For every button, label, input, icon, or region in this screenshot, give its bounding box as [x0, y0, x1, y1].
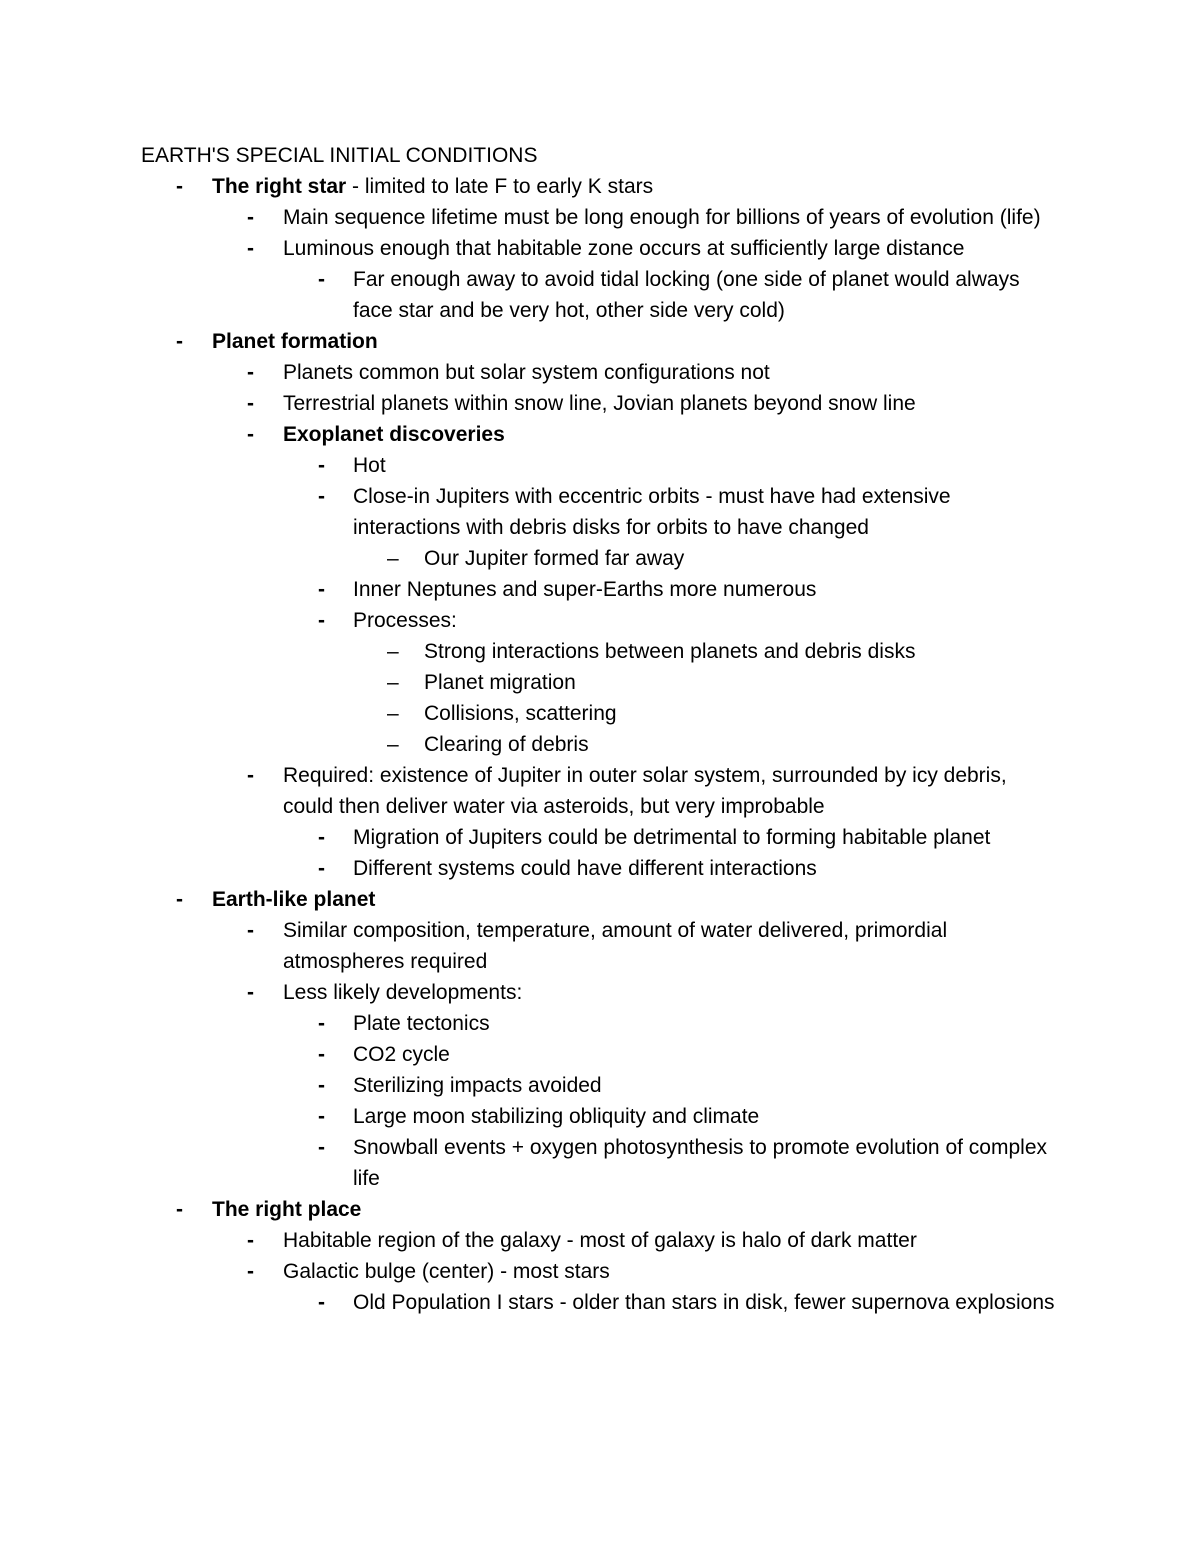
bullet-dash-icon: -	[318, 578, 325, 601]
bullet-dash-icon: -	[318, 485, 325, 508]
bullet-dash-icon: -	[318, 609, 325, 632]
list-item-text	[353, 1070, 1061, 1101]
list-item-body: Sterilizing impacts avoided	[353, 1074, 602, 1097]
list-item-body: Planets common but solar system configurations not	[283, 361, 770, 384]
bullet-dash-icon: -	[247, 237, 254, 260]
list-item-body: Habitable region of the galaxy - most of galaxy is halo of dark matter	[283, 1229, 917, 1252]
list-item-text	[212, 1194, 1061, 1225]
bullet-dash-icon: -	[318, 826, 325, 849]
list-item	[141, 1287, 1061, 1318]
list-item-text	[353, 822, 1061, 853]
list-item	[141, 884, 1061, 915]
list-item	[141, 171, 1061, 202]
bullet-dash-icon: -	[318, 1012, 325, 1035]
bullet-dash-icon: -	[318, 454, 325, 477]
bullet-dash-icon: -	[318, 1105, 325, 1128]
bullet-dash-icon: –	[387, 702, 399, 725]
list-item-text	[283, 202, 1061, 233]
list-item-text	[424, 543, 1061, 574]
list-item-text	[353, 450, 1061, 481]
list-item	[141, 1070, 1061, 1101]
page-title: EARTH'S SPECIAL INITIAL CONDITIONS	[141, 144, 538, 167]
bullet-dash-icon: -	[247, 1229, 254, 1252]
document-body	[141, 140, 1061, 1318]
list-item-body: Our Jupiter formed far away	[424, 547, 685, 570]
bullet-dash-icon: -	[318, 268, 325, 291]
list-item-heading: Earth-like planet	[212, 888, 376, 911]
list-item	[141, 574, 1061, 605]
list-item-body: Far enough away to avoid tidal locking (one side of planet would always face star and be very hot, other side very cold)	[353, 268, 1020, 322]
list-item	[141, 326, 1061, 357]
list-item-text	[353, 1132, 1061, 1194]
bullet-dash-icon: -	[247, 392, 254, 415]
list-item-body: - limited to late F to early K stars	[346, 175, 654, 198]
bullet-dash-icon: -	[247, 764, 254, 787]
list-item-body: Strong interactions between planets and debris disks	[424, 640, 916, 663]
list-item-text	[283, 419, 1061, 450]
list-item-text	[353, 853, 1061, 884]
list-item-body: Required: existence of Jupiter in outer solar system, surrounded by icy debris, could then deliver water via asteroids, but very improbable	[283, 764, 1007, 818]
list-item-text	[212, 171, 1061, 202]
list-item-text	[353, 1008, 1061, 1039]
bullet-dash-icon: -	[176, 175, 183, 198]
list-item-text	[353, 481, 1061, 543]
list-item	[141, 357, 1061, 388]
list-item	[141, 1194, 1061, 1225]
bullet-dash-icon: –	[387, 671, 399, 694]
list-item-body: Galactic bulge (center) - most stars	[283, 1260, 610, 1283]
list-item-text	[283, 977, 1061, 1008]
list-item-text	[283, 915, 1061, 977]
bullet-dash-icon: -	[247, 1260, 254, 1283]
list-item	[141, 1008, 1061, 1039]
list-item-body: Inner Neptunes and super-Earths more numerous	[353, 578, 817, 601]
bullet-dash-icon: -	[247, 919, 254, 942]
bullet-dash-icon: -	[318, 1291, 325, 1314]
list-item	[141, 698, 1061, 729]
list-item-text	[424, 729, 1061, 760]
list-item	[141, 667, 1061, 698]
list-item-text	[424, 636, 1061, 667]
list-item-body: CO2 cycle	[353, 1043, 450, 1066]
bullet-outline	[141, 171, 1061, 1318]
list-item-body: Snowball events + oxygen photosynthesis to promote evolution of complex life	[353, 1136, 1047, 1190]
bullet-dash-icon: -	[247, 361, 254, 384]
list-item-body: Clearing of debris	[424, 733, 589, 756]
list-item	[141, 1132, 1061, 1194]
list-item-body: Close-in Jupiters with eccentric orbits - must have had extensive interactions with debris disks for orbits to have changed	[353, 485, 951, 539]
list-item-text	[283, 1225, 1061, 1256]
list-item	[141, 853, 1061, 884]
list-item-body: Migration of Jupiters could be detrimental to forming habitable planet	[353, 826, 991, 849]
list-item	[141, 233, 1061, 264]
list-item-text	[424, 667, 1061, 698]
list-item	[141, 1039, 1061, 1070]
list-item-text	[353, 574, 1061, 605]
bullet-dash-icon: –	[387, 547, 399, 570]
bullet-dash-icon: -	[247, 423, 254, 446]
bullet-dash-icon: -	[318, 1136, 325, 1159]
list-item-body: Less likely developments:	[283, 981, 523, 1004]
list-item	[141, 1256, 1061, 1287]
list-item-text	[353, 605, 1061, 636]
list-item-text	[212, 326, 1061, 357]
list-item-body: Main sequence lifetime must be long enough for billions of years of evolution (life)	[283, 206, 1041, 229]
list-item-text	[353, 264, 1061, 326]
list-item-text	[283, 1256, 1061, 1287]
list-item-text	[353, 1039, 1061, 1070]
list-item	[141, 264, 1061, 326]
bullet-dash-icon: -	[318, 1043, 325, 1066]
bullet-dash-icon: -	[247, 981, 254, 1004]
list-item	[141, 388, 1061, 419]
list-item	[141, 605, 1061, 636]
list-item	[141, 636, 1061, 667]
list-item-body: Different systems could have different interactions	[353, 857, 817, 880]
list-item-text	[424, 698, 1061, 729]
bullet-dash-icon: -	[176, 1198, 183, 1221]
bullet-dash-icon: -	[247, 206, 254, 229]
bullet-dash-icon: -	[318, 1074, 325, 1097]
list-item-body: Plate tectonics	[353, 1012, 490, 1035]
list-item-heading: The right place	[212, 1198, 362, 1221]
bullet-dash-icon: -	[176, 330, 183, 353]
list-item	[141, 822, 1061, 853]
list-item	[141, 729, 1061, 760]
list-item	[141, 1225, 1061, 1256]
list-item-text	[353, 1101, 1061, 1132]
list-item	[141, 1101, 1061, 1132]
list-item	[141, 202, 1061, 233]
list-item	[141, 977, 1061, 1008]
list-item-body: Large moon stabilizing obliquity and climate	[353, 1105, 760, 1128]
list-item-heading: Planet formation	[212, 330, 378, 353]
list-item	[141, 543, 1061, 574]
bullet-dash-icon: –	[387, 733, 399, 756]
list-item-heading: Exoplanet discoveries	[283, 423, 505, 446]
list-item-body: Planet migration	[424, 671, 576, 694]
list-item-body: Collisions, scattering	[424, 702, 617, 725]
list-item	[141, 481, 1061, 543]
list-item-body: Hot	[353, 454, 386, 477]
list-item-body: Old Population I stars - older than stars in disk, fewer supernova explosions	[353, 1291, 1055, 1314]
list-item-body: Terrestrial planets within snow line, Jovian planets beyond snow line	[283, 392, 916, 415]
list-item	[141, 915, 1061, 977]
bullet-dash-icon: -	[176, 888, 183, 911]
list-item-heading: The right star	[212, 175, 347, 198]
list-item-text	[283, 233, 1061, 264]
list-item-text	[353, 1287, 1061, 1318]
list-item	[141, 450, 1061, 481]
list-item-text	[283, 357, 1061, 388]
list-item-body: Processes:	[353, 609, 457, 632]
list-item	[141, 419, 1061, 450]
list-item-text	[212, 884, 1061, 915]
list-item-text	[283, 388, 1061, 419]
list-item-text	[283, 760, 1061, 822]
list-item-body: Luminous enough that habitable zone occurs at sufficiently large distance	[283, 237, 965, 260]
list-item-body: Similar composition, temperature, amount of water delivered, primordial atmospheres required	[283, 919, 948, 973]
list-item	[141, 760, 1061, 822]
bullet-dash-icon: –	[387, 640, 399, 663]
bullet-dash-icon: -	[318, 857, 325, 880]
